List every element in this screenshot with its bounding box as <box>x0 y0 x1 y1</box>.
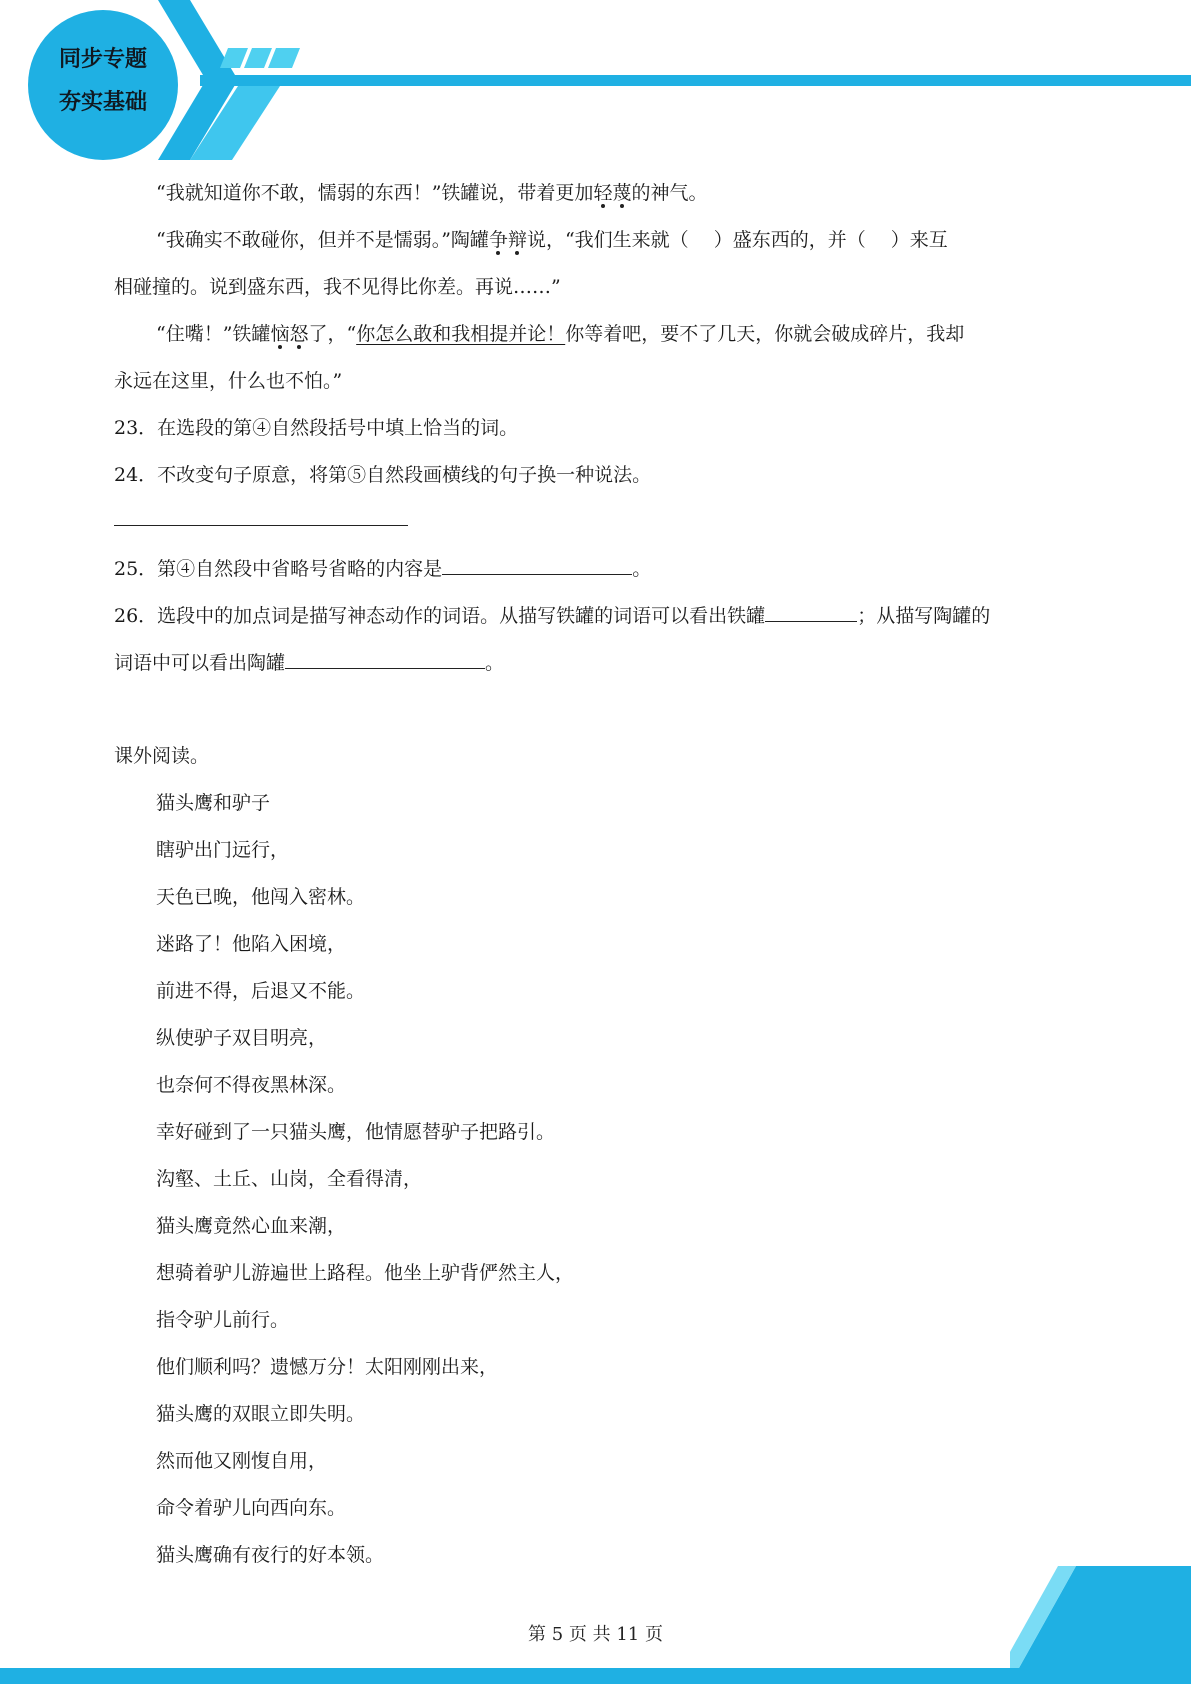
dotted-word-char: 怒 <box>289 323 309 345</box>
poem-line: 猫头鹰确有夜行的好本领。 <box>156 1544 385 1566</box>
passage-paragraph-5: “住嘴！”铁罐恼怒了，“你怎么敢和我相提并论！你等着吧，要不了几天，你就会破成碎片，我却 <box>156 323 965 345</box>
poem-line: 指令驴儿前行。 <box>156 1309 290 1331</box>
badge-line-1: 同步专题 <box>58 47 147 72</box>
dotted-word-char: 恼 <box>270 323 290 345</box>
document-body <box>114 170 1079 1579</box>
poem-line: 纵使驴子双目明亮， <box>156 1027 328 1049</box>
poem-line: 沟壑、土丘、山岗，全看得清， <box>156 1168 423 1190</box>
answer-blank-25[interactable] <box>442 554 632 575</box>
passage-paragraph-4-cont: 相碰撞的。说到盛东西，我不见得比你差。再说……” <box>114 276 561 298</box>
poem-line: 命令着驴儿向西向东。 <box>156 1497 347 1519</box>
answer-blank-26a[interactable] <box>765 601 857 622</box>
poem-line: 幸好碰到了一只猫头鹰，他情愿替驴子把路引。 <box>156 1121 556 1143</box>
poem-line: 瞎驴出门远行， <box>156 839 290 861</box>
answer-line-24[interactable] <box>114 499 408 526</box>
question-23: 23．在选段的第④自然段括号中填上恰当的词。 <box>114 417 519 439</box>
poem-line: 他们顺利吗？遗憾万分！太阳刚刚出来， <box>156 1356 499 1378</box>
dotted-word-char: 辩 <box>507 229 527 251</box>
question-26: 26．选段中的加点词是描写神态动作的词语。从描写铁罐的词语可以看出铁罐 ；从描写陶罐的 <box>114 593 1079 640</box>
section-heading: 课外阅读。 <box>114 745 210 767</box>
question-26-cont: 词语中可以看出陶罐 。 <box>114 640 1079 687</box>
dotted-word-char: 轻 <box>593 182 613 204</box>
footer-stripe <box>0 1668 1191 1684</box>
page-number: 第 5 页 共 11 页 <box>528 1624 663 1645</box>
question-24: 24．不改变句子原意，将第⑤自然段画横线的句子换一种说法。 <box>114 464 652 486</box>
passage-paragraph-5-cont: 永远在这里，什么也不怕。” <box>114 370 343 392</box>
poem-line: 猫头鹰竟然心血来潮， <box>156 1215 347 1237</box>
header-badge-text <box>28 38 178 124</box>
question-24-answer-area <box>114 499 1079 546</box>
poem-line: 迷路了！他陷入困境， <box>156 933 347 955</box>
poem-line: 然而他又刚愎自用， <box>156 1450 328 1472</box>
header-stripe <box>200 75 1191 86</box>
answer-blank-26b[interactable] <box>285 648 485 669</box>
poem-line: 想骑着驴儿游遍世上路程。他坐上驴背俨然主人， <box>156 1262 575 1284</box>
underlined-sentence: 你怎么敢和我相提并论！ <box>356 323 566 345</box>
poem-line: 猫头鹰的双眼立即失明。 <box>156 1403 366 1425</box>
badge-line-2: 夯实基础 <box>58 90 147 115</box>
dotted-word-char: 蔑 <box>612 182 632 204</box>
question-25: 25．第④自然段中省略号省略的内容是 。 <box>114 546 1079 593</box>
poem-line: 也奈何不得夜黑林深。 <box>156 1074 347 1096</box>
poem-line: 前进不得，后退又不能。 <box>156 980 366 1002</box>
passage-paragraph-3: “我就知道你不敢，懦弱的东西！”铁罐说，带着更加轻蔑的神气。 <box>156 182 708 204</box>
poem-line: 天色已晚，他闯入密林。 <box>156 886 366 908</box>
poem-title: 猫头鹰和驴子 <box>156 792 271 814</box>
passage-paragraph-4: “我确实不敢碰你，但并不是懦弱。”陶罐争辩说，“我们生来就（ ）盛东西的，并（ ）来互 <box>156 229 948 251</box>
dotted-word-char: 争 <box>488 229 508 251</box>
